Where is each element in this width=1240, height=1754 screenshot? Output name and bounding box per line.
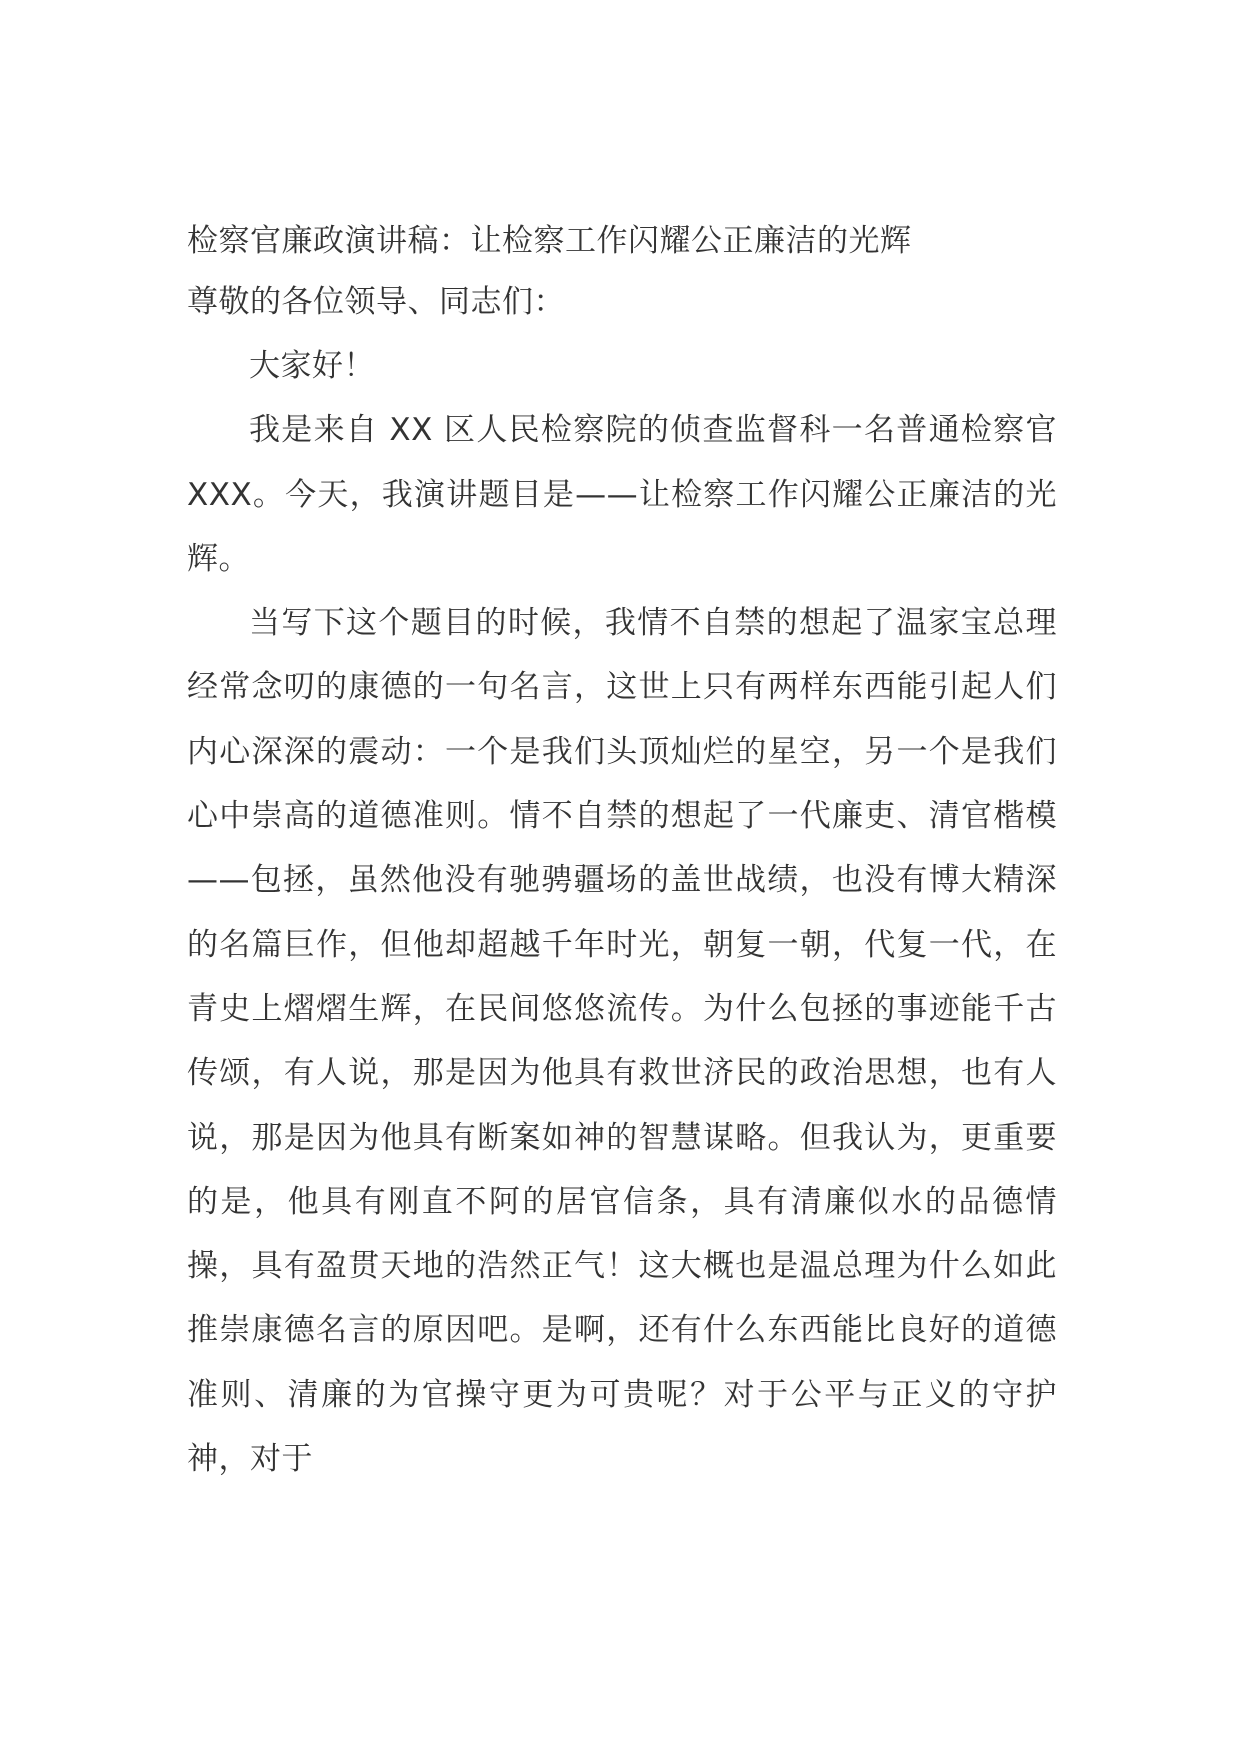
document-title: 检察官廉政演讲稿：让检察工作闪耀公正廉洁的光辉 xyxy=(187,223,912,259)
paragraph-body: 当写下这个题目的时候，我情不自禁的想起了温家宝总理经常念叨的康德的一句名言，这世上只有两样东西能引起人们内心深深的震动：一个是我们头顶灿烂的星空，另一个是我们心中崇高的道德准则。情不自禁的想起了一代廉吏、清官楷模——包拯，虽然他没有驰骋疆场的盖世战绩，也没有博大精深的名篇巨作，但他却超越千年时光，朝复一朝，代复一代，在青史上熠熠生辉，在民间悠悠流传。为什么包拯的事迹能千古传颂，有人说，那是因为他具有救世济民的政治思想，也有人说，那是因为他具有断案如神的智慧谋略。但我认为，更重要的是，他具有刚直不阿的居官信条，具有清廉似水的品德情操，具有盈贯天地的浩然正气！这大概也是温总理为什么如此推崇康德名言的原因吧。是啊，还有什么东西能比良好的道德准则、清廉的为官操守更为可贵呢？对于公平与正义的守护神，对于 xyxy=(187,605,1057,1478)
paragraph-introduction: 我是来自 XX 区人民检察院的侦查监督科一名普通检察官 XXX。今天，我演讲题目是——让检察工作闪耀公正廉洁的光辉。 xyxy=(187,412,1057,577)
paragraph-greeting: 大家好！ xyxy=(249,348,375,384)
document-body xyxy=(187,216,1057,1491)
salutation: 尊敬的各位领导、同志们： xyxy=(187,284,565,320)
